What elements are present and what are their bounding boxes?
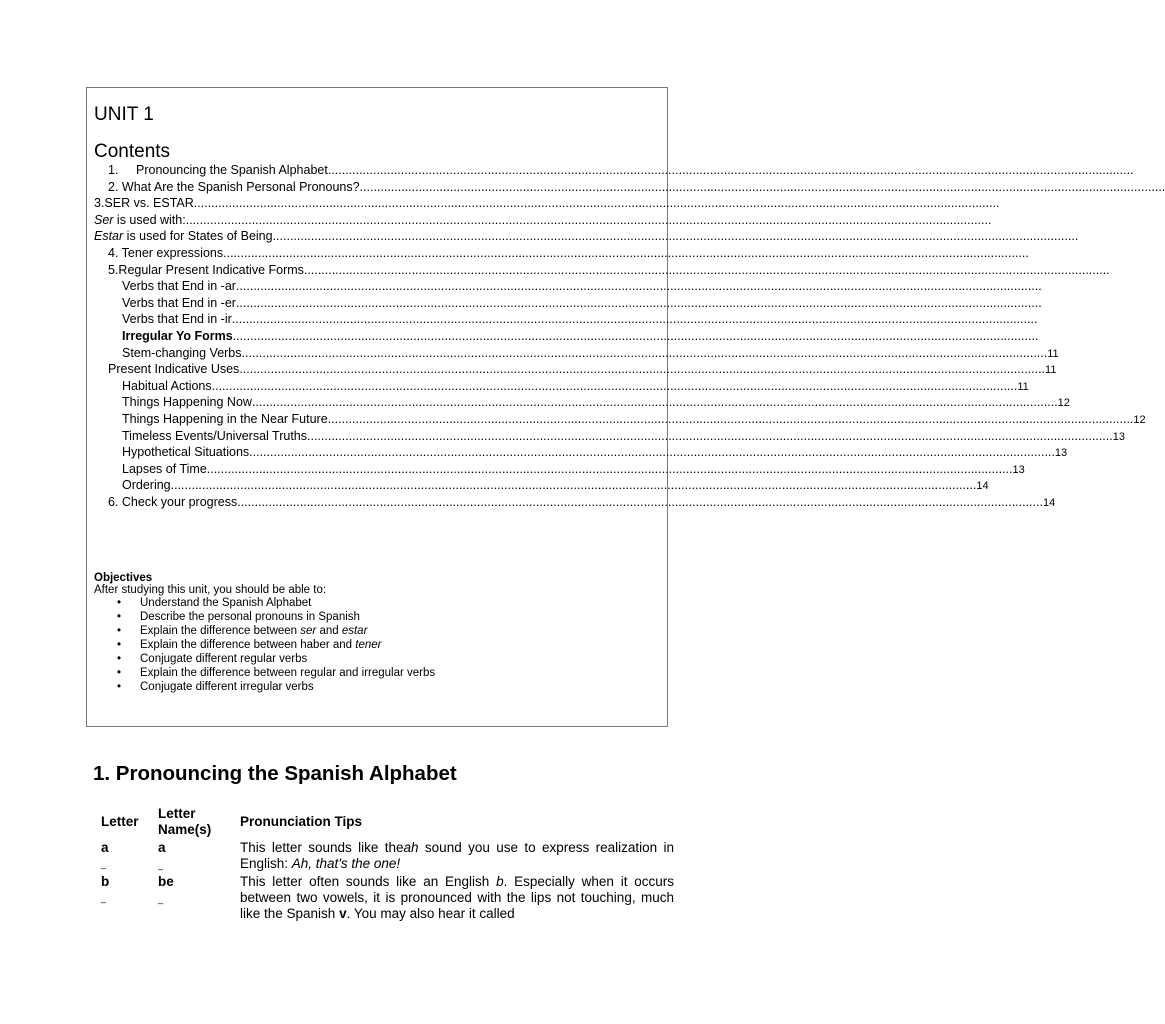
toc-dot-leader bbox=[249, 445, 1055, 459]
toc-dot-leader bbox=[239, 362, 1045, 376]
toc-entry-label: Habitual Actions bbox=[122, 378, 212, 393]
toc-dot-leader bbox=[242, 346, 1048, 360]
toc-entry-italic: Ser bbox=[94, 212, 114, 227]
toc-entry-label: Verbs that End in -er bbox=[122, 295, 236, 310]
toc-entry[interactable] bbox=[87, 494, 1056, 512]
alphabet-letter: b _ bbox=[101, 874, 110, 903]
objective-italic: tener bbox=[355, 639, 382, 651]
toc-entry-label: 1. Pronouncing the Spanish Alphabet bbox=[108, 163, 328, 177]
toc-entry[interactable] bbox=[87, 263, 687, 280]
alphabet-letter: a _ bbox=[101, 840, 109, 869]
toc-entry-label: Things Happening Now bbox=[122, 395, 252, 410]
toc-dot-leader bbox=[232, 312, 1038, 326]
objective-item: • Explain the difference between regular and irregular verbs bbox=[94, 666, 435, 680]
toc-entry[interactable] bbox=[87, 395, 1070, 412]
toc-entry[interactable] bbox=[87, 478, 989, 495]
toc-dot-leader bbox=[252, 395, 1058, 409]
toc-entry[interactable] bbox=[87, 345, 1059, 363]
toc-entry[interactable] bbox=[87, 296, 687, 313]
toc-dot-leader bbox=[273, 229, 1079, 243]
toc-entry-label: Things Happening in the Near Future bbox=[122, 411, 328, 426]
alphabet-row bbox=[101, 840, 674, 874]
header-letter-name: Letter Name(s) bbox=[158, 805, 212, 837]
objectives-list bbox=[94, 596, 435, 694]
toc-page-number: 13 bbox=[1054, 447, 1068, 460]
toc-entry[interactable] bbox=[87, 329, 687, 346]
objective-italic: ser bbox=[300, 625, 317, 637]
toc-entry[interactable] bbox=[87, 163, 687, 180]
objective-item: • Explain the difference between haber and tener bbox=[94, 638, 435, 652]
toc-dot-leader bbox=[236, 279, 1042, 293]
toc-entry[interactable] bbox=[87, 362, 1057, 379]
toc-entry-label: Ordering bbox=[122, 478, 171, 493]
unit-title: UNIT 1 bbox=[94, 104, 154, 125]
toc-entry-label: Lapses of Time bbox=[122, 461, 207, 476]
toc-page-number: 11 bbox=[1045, 364, 1057, 377]
toc-dot-leader bbox=[233, 329, 1039, 343]
toc-dot-leader bbox=[212, 379, 1018, 393]
alphabet-letter-name: be _ bbox=[158, 874, 174, 904]
toc-page-number: 12 bbox=[1133, 413, 1146, 426]
toc-entry-label: 5.Regular Present Indicative Forms bbox=[108, 262, 304, 277]
toc-entry-label: Timeless Events/Universal Truths bbox=[122, 428, 308, 443]
toc-entry-label: Estar is used for States of Being bbox=[94, 229, 273, 244]
toc-dot-leader bbox=[207, 462, 1013, 476]
toc-entry[interactable] bbox=[87, 180, 687, 197]
objective-item: • Conjugate different irregular verbs bbox=[94, 680, 435, 694]
toc-entry[interactable] bbox=[87, 445, 1068, 462]
objective-item: • Conjugate different regular verbs bbox=[94, 652, 435, 666]
toc-page-number: 13 bbox=[1112, 430, 1125, 443]
toc-dot-leader bbox=[304, 263, 1110, 277]
objectives-section bbox=[94, 572, 435, 694]
alphabet-pronunciation-tip: This letter sounds like theah sound you use to express realization in English: Ah, that's the one! bbox=[240, 840, 674, 871]
alphabet-table bbox=[101, 803, 674, 922]
toc-entry-label: 6. Check your progress bbox=[108, 494, 238, 509]
toc-entry[interactable] bbox=[87, 196, 687, 213]
toc-entry-label: Present Indicative Uses bbox=[108, 362, 240, 377]
toc-entry-label: 2. What Are the Spanish Personal Pronouns? bbox=[108, 179, 360, 194]
toc-entry-italic: Estar bbox=[94, 229, 124, 244]
toc-dot-leader bbox=[171, 478, 977, 492]
section-title: 1. Pronouncing the Spanish Alphabet bbox=[93, 762, 457, 785]
toc-dot-leader bbox=[236, 296, 1042, 310]
alphabet-letter-name: a _ bbox=[158, 840, 166, 870]
toc-entry[interactable] bbox=[87, 246, 687, 263]
toc-entry[interactable] bbox=[87, 312, 687, 329]
toc-entry-label: Verbs that End in -ir bbox=[122, 312, 232, 327]
toc-entry[interactable] bbox=[87, 461, 1025, 479]
toc-entry[interactable] bbox=[87, 279, 687, 296]
toc-entry[interactable] bbox=[87, 411, 1146, 429]
toc-page-number: 12 bbox=[1057, 397, 1070, 410]
contents-box bbox=[86, 87, 1146, 727]
toc-dot-leader bbox=[237, 495, 1043, 509]
header-pronunciation-tips: Pronunciation Tips bbox=[240, 814, 363, 829]
toc-entry[interactable] bbox=[87, 213, 687, 230]
toc-page-number: 14 bbox=[1042, 496, 1056, 509]
toc-dot-leader bbox=[223, 246, 1029, 260]
header-letter: Letter bbox=[101, 814, 139, 829]
toc-entry-label: Hypothetical Situations bbox=[122, 445, 250, 460]
objective-item: • Explain the difference between ser and estar bbox=[94, 624, 435, 638]
toc-entry[interactable] bbox=[87, 378, 1029, 396]
table-of-contents bbox=[87, 163, 1146, 511]
toc-dot-leader bbox=[328, 163, 1134, 177]
objective-item: • Describe the personal pronouns in Spanish bbox=[94, 610, 435, 624]
toc-entry-label: 3.SER vs. ESTAR bbox=[94, 196, 194, 211]
objective-italic: estar bbox=[341, 625, 368, 637]
objectives-intro: After studying this unit, you should be able to: bbox=[94, 584, 327, 596]
alphabet-pronunciation-tip: This letter often sounds like an English b. Especially when it occurs between two vowels, it is pronounced with the lips not touching, much like the Spanish v. You may also hear it called bbox=[240, 874, 674, 921]
toc-entry[interactable] bbox=[87, 428, 1125, 446]
alphabet-table-header bbox=[101, 803, 674, 840]
toc-page-number: 13 bbox=[1012, 463, 1025, 476]
toc-page-number: 11 bbox=[1017, 380, 1029, 393]
toc-entry-number: 1. bbox=[108, 163, 119, 177]
toc-entry-label: 4. Tener expressions bbox=[108, 245, 224, 260]
toc-dot-leader bbox=[360, 180, 1165, 194]
toc-entry-label: Stem-changing Verbs bbox=[122, 345, 242, 360]
toc-entry-label: Irregular Yo Forms bbox=[122, 328, 233, 343]
toc-dot-leader bbox=[186, 213, 992, 227]
contents-title: Contents bbox=[94, 141, 171, 162]
toc-entry[interactable] bbox=[87, 229, 687, 246]
toc-page-number: 11 bbox=[1047, 347, 1059, 360]
toc-dot-leader bbox=[328, 412, 1134, 426]
objective-item: • Understand the Spanish Alphabet bbox=[94, 596, 435, 610]
toc-entry-label: Ser is used with: bbox=[94, 212, 186, 227]
toc-entry-label: Verbs that End in -ar bbox=[122, 279, 236, 294]
toc-dot-leader bbox=[194, 196, 1000, 210]
objectives-heading: Objectives bbox=[94, 572, 153, 584]
toc-dot-leader bbox=[307, 429, 1113, 443]
alphabet-row bbox=[101, 874, 674, 922]
toc-page-number: 14 bbox=[976, 480, 989, 493]
